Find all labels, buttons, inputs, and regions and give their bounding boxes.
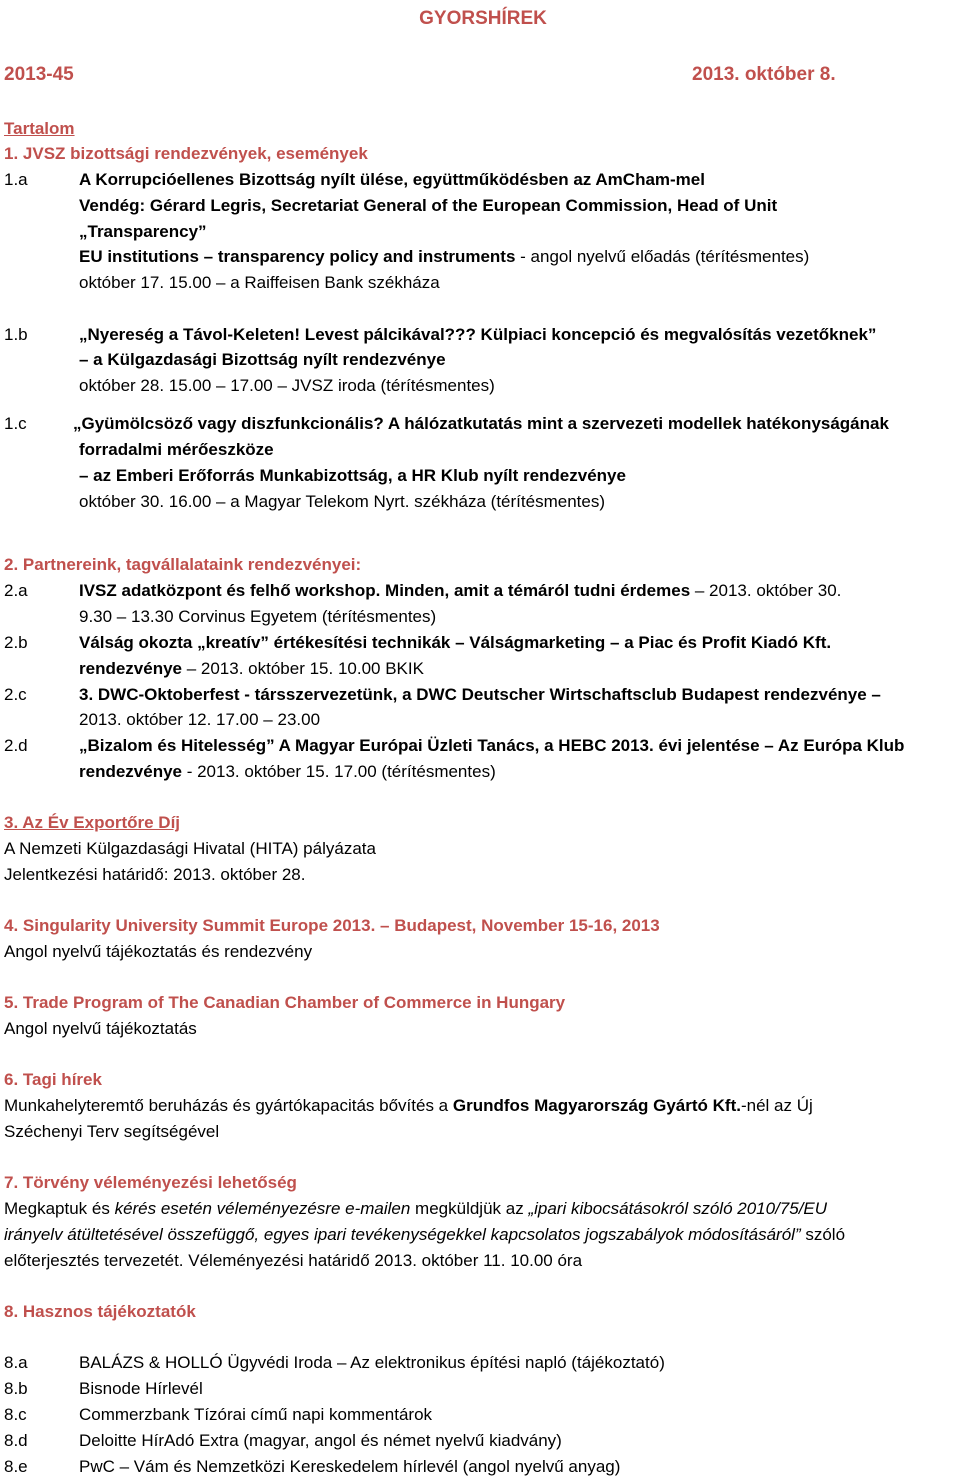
section-6-line2: Széchenyi Terv segítségével [4,1122,220,1141]
section-7-l1b: kérés esetén véleményezésre e-mailen [114,1199,411,1218]
item-number-2d: 2.d [4,736,28,755]
list-item-number-8c: 8.c [4,1405,27,1424]
item-1c-when: október 30. 16.00 – a Magyar Telekom Nyrt. székháza (térítésmentes) [79,492,605,511]
item-2d-title[interactable]: „Bizalom és Hitelesség” A Magyar Európai Üzleti Tanács, a HEBC 2013. évi jelentése – Az Európa Klub [79,736,905,755]
section-4-heading[interactable] [4,915,660,937]
section-7-l1c: megküldjük az [410,1199,529,1218]
item-2c-title[interactable]: 3. DWC-Oktoberfest - társszervezetünk, a DWC Deutscher Wirtschaftsclub Budapest rendezvénye – [79,685,881,704]
item-1a-transparency: „Transparency” [79,222,207,241]
item-2c-date: 2013. október 12. 17.00 – 23.00 [79,710,321,729]
item-number-2b: 2.b [4,633,28,652]
list-item-8d[interactable]: Deloitte HírAdó Extra (magyar, angol és német nyelvű kiadvány) [79,1431,562,1450]
list-item-8e[interactable]: PwC – Vám és Nemzetközi Kereskedelem hírlevél (angol nyelvű anyag) [79,1457,621,1476]
section-4-heading-title: 4. Singularity University Summit Europe 2013. [4,916,381,935]
section-4-heading-place: – Budapest, November 15-16, 2013 [380,916,660,935]
issue-date: 2013. október 8. [692,64,836,85]
section-4-line1: Angol nyelvű tájékoztatás és rendezvény [4,942,313,961]
item-2d-line2 [79,761,496,783]
issue-number: 2013-45 [4,64,74,85]
item-2b-organizer: rendezvénye [79,659,182,678]
list-item-number-8e: 8.e [4,1457,28,1476]
item-1a-guest: Vendég: Gérard Legris, Secretariat General of the European Commission, Head of Unit [79,196,778,215]
section-7-l2a: irányelv átültetésével összefüggő, egyes ipari tevékenységekkel kapcsolatos jogszabályok módosításáról” [4,1225,801,1244]
item-2a-date: – 2013. október 30. [690,581,842,600]
list-item-number-8b: 8.b [4,1379,28,1398]
section-6-line1 [4,1095,813,1117]
section-7-l1d: „ipari kibocsátásokról szóló 2010/75/EU [528,1199,828,1218]
item-1c-org: – az Emberi Erőforrás Munkabizottság, a HR Klub nyílt rendezvénye [79,466,626,485]
section-8-heading: 8. Hasznos tájékoztatók [4,1302,196,1321]
section-3-heading[interactable]: 3. Az Év Exportőre Díj [4,813,181,832]
item-2b-date: – 2013. október 15. 10.00 BKIK [182,659,424,678]
section-2-heading: 2. Partnereink, tagvállalataink rendezvényei: [4,555,362,574]
section-3-line2: Jelentkezési határidő: 2013. október 28. [4,865,306,884]
item-1a-topic-line [79,246,809,268]
section-6-post: -nél az Új [740,1096,813,1115]
item-2a-line1 [79,580,841,602]
item-number-1b: 1.b [4,325,28,344]
list-item-8a[interactable]: BALÁZS & HOLLÓ Ügyvédi Iroda – Az elektronikus építési napló (tájékoztató) [79,1353,665,1372]
item-number-1a: 1.a [4,170,28,189]
item-1a-when: október 17. 15.00 – a Raiffeisen Bank székháza [79,273,440,292]
item-2d-organizer: rendezvénye [79,762,182,781]
item-1a-topic: EU institutions – transparency policy and instruments [79,247,516,266]
section-7-l1a: Megkaptuk és [4,1199,115,1218]
item-2d-date: - 2013. október 15. 17.00 (térítésmentes) [182,762,496,781]
toc-label[interactable]: Tartalom [4,119,75,138]
page-title: GYORSHÍREK [419,8,547,29]
list-item-8c[interactable]: Commerzbank Tízórai című napi kommentárok [79,1405,433,1424]
item-2a-line2: 9.30 – 13.30 Corvinus Egyetem (térítésmentes) [79,607,437,626]
section-5-line1: Angol nyelvű tájékoztatás [4,1019,197,1038]
section-6-company[interactable]: Grundfos Magyarország Gyártó Kft. [452,1096,741,1115]
item-2b-title[interactable]: Válság okozta „kreatív” értékesítési technikák – Válságmarketing – a Piac és Profit Kiadó Kft. [79,633,832,652]
item-1c-title-cont: forradalmi mérőeszköze [79,440,274,459]
section-6-pre: Munkahelyteremtő beruházás és gyártókapacitás bővítés a [4,1096,453,1115]
item-number-2c: 2.c [4,685,27,704]
item-2b-line2 [79,658,424,680]
list-item-number-8a: 8.a [4,1353,28,1372]
item-number-1c: 1.c [4,414,27,433]
section-3-line1: A Nemzeti Külgazdasági Hivatal (HITA) pályázata [4,839,376,858]
item-1a-topic-note: - angol nyelvű előadás (térítésmentes) [515,247,810,266]
section-7-l2b: szóló [800,1225,846,1244]
list-item-8b[interactable]: Bisnode Hírlevél [79,1379,203,1398]
item-1b-when: október 28. 15.00 – 17.00 – JVSZ iroda (térítésmentes) [79,376,495,395]
section-6-heading: 6. Tagi hírek [4,1070,102,1089]
section-7-line3: előterjesztés tervezetét. Véleményezési határidő 2013. október 11. 10.00 óra [4,1251,583,1270]
item-1c-title[interactable]: „Gyümölcsöző vagy diszfunkcionális? A hálózatkutatás mint a szervezeti modellek hatékonyságának [73,414,889,433]
item-1b-title[interactable]: „Nyereség a Távol-Keleten! Levest pálcikával??? Külpiaci koncepció és megvalósítás vezetőknek” [79,325,877,344]
section-7-line2 [4,1224,845,1246]
section-7-line1 [4,1198,827,1220]
item-1b-org: – a Külgazdasági Bizottság nyílt rendezvénye [79,350,446,369]
section-7-heading: 7. Törvény véleményezési lehetőség [4,1173,297,1192]
section-1-heading: 1. JVSZ bizottsági rendezvények, események [4,144,368,163]
section-5-heading[interactable]: 5. Trade Program of The Canadian Chamber of Commerce in Hungary [4,993,566,1012]
item-1a-title[interactable]: A Korrupcióellenes Bizottság nyílt ülése, együttműködésben az AmCham-mel [79,170,705,189]
list-item-number-8d: 8.d [4,1431,28,1450]
item-number-2a: 2.a [4,581,28,600]
item-2a-title[interactable]: IVSZ adatközpont és felhő workshop. Minden, amit a témáról tudni érdemes [79,581,691,600]
